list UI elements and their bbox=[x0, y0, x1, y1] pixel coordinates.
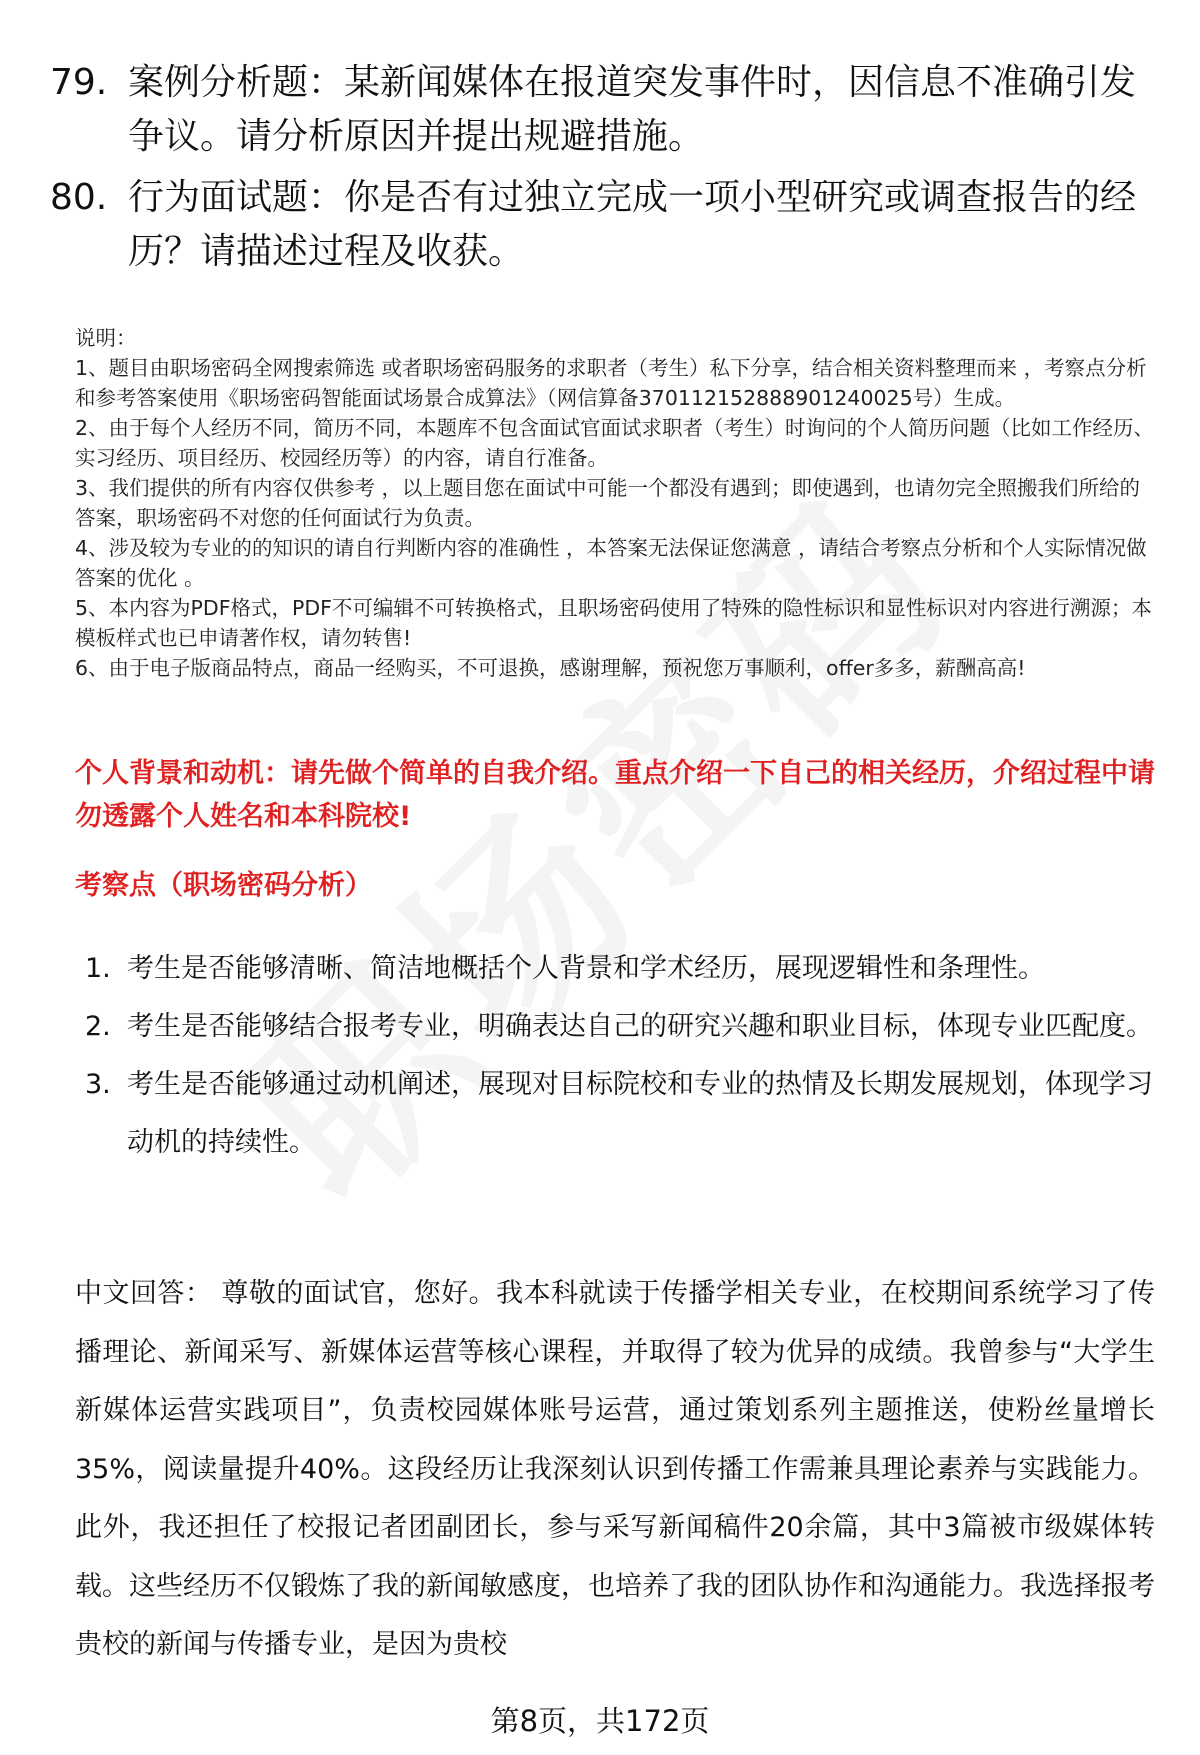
interview-question: 个人背景和动机：请先做个简单的自我介绍。重点介绍一下自己的相关经历，介绍过程中请勿透露个人姓名和本科院校! bbox=[75, 758, 1155, 832]
note-item: 5、本内容为PDF格式，PDF不可编辑不可转换格式，且职场密码使用了特殊的隐性标识和显性标识对内容进行溯源；本模板样式也已申请著作权，请勿转售! bbox=[75, 596, 1152, 650]
answer-text: 中文回答： 尊敬的面试官，您好。我本科就读于传播学相关专业，在校期间系统学习了传播理论、新闻采写、新媒体运营等核心课程，并取得了较为优异的成绩。我曾参与“大学生新媒体运营实践项目”，负责校园媒体账号运营，通过策划系列主题推送，使粉丝量增长35%，阅读量提升40%。这段经历让我深刻认识到传播工作需兼具理论素养与实践能力。此外，我还担任了校报记者团副团长，参与采写新闻稿件20余篇，其中3篇被市级媒体转载。这些经历不仅锻炼了我的新闻敏感度，也培养了我的团队协作和沟通能力。我选择报考贵校的新闻与传播专业，是因为贵校 bbox=[75, 1278, 1155, 1660]
assessment-points bbox=[85, 940, 1155, 1172]
note-item: 2、由于每个人经历不同，简历不同，本题库不包含面试官面试求职者（考生）时询问的个人简历问题（比如工作经历、实习经历、项目经历、校园经历等）的内容，请自行准备。 bbox=[75, 416, 1155, 470]
note-item: 1、题目由职场密码全网搜索筛选 或者职场密码服务的求职者（考生）私下分享，结合相关资料整理而来 ，考察点分析和参考答案使用《职场密码智能面试场景合成算法》（网信算备370112152888901240025号）生成。 bbox=[75, 356, 1147, 410]
notes-heading: 说明： bbox=[75, 326, 137, 350]
question-text: 案例分析题：某新闻媒体在报道突发事件时，因信息不准确引发争议。请分析原因并提出规避措施。 bbox=[128, 62, 1137, 157]
points-heading: 考察点（职场密码分析） bbox=[75, 870, 372, 901]
assessment-point bbox=[85, 1056, 1155, 1172]
question-80 bbox=[50, 171, 1150, 279]
note-item: 6、由于电子版商品特点，商品一经购买，不可退换，感谢理解，预祝您万事顺利，offer多多，薪酬高高! bbox=[75, 656, 1026, 680]
point-text: 考生是否能够清晰、简洁地概括个人背景和学术经历，展现逻辑性和条理性。 bbox=[127, 953, 1045, 984]
point-number: 2. bbox=[85, 1011, 111, 1042]
question-text: 行为面试题：你是否有过独立完成一项小型研究或调查报告的经历？请描述过程及收获。 bbox=[128, 177, 1137, 272]
assessment-point bbox=[85, 940, 1155, 998]
note-item: 4、涉及较为专业的的知识的请自行判断内容的准确性 ，本答案无法保证您满意 ，请结合考察点分析和个人实际情况做答案的优化 。 bbox=[75, 536, 1147, 590]
point-number: 3. bbox=[85, 1069, 111, 1100]
page-footer: 第8页，共172页 bbox=[490, 1704, 710, 1738]
question-number: 79. bbox=[50, 62, 108, 103]
point-text: 考生是否能够结合报考专业，明确表达自己的研究兴趣和职业目标，体现专业匹配度。 bbox=[127, 1011, 1153, 1042]
question-79 bbox=[50, 56, 1150, 164]
disclaimer-notes bbox=[75, 323, 1155, 683]
note-item: 3、我们提供的所有内容仅供参考 ，以上题目您在面试中可能一个都没有遇到；即使遇到，也请勿完全照搬我们所给的答案，职场密码不对您的任何面试行为负责。 bbox=[75, 476, 1141, 530]
point-number: 1. bbox=[85, 953, 111, 984]
assessment-point bbox=[85, 998, 1155, 1056]
question-number: 80. bbox=[50, 177, 108, 218]
point-text: 考生是否能够通过动机阐述，展现对目标院校和专业的热情及长期发展规划，体现学习动机的持续性。 bbox=[127, 1069, 1153, 1158]
